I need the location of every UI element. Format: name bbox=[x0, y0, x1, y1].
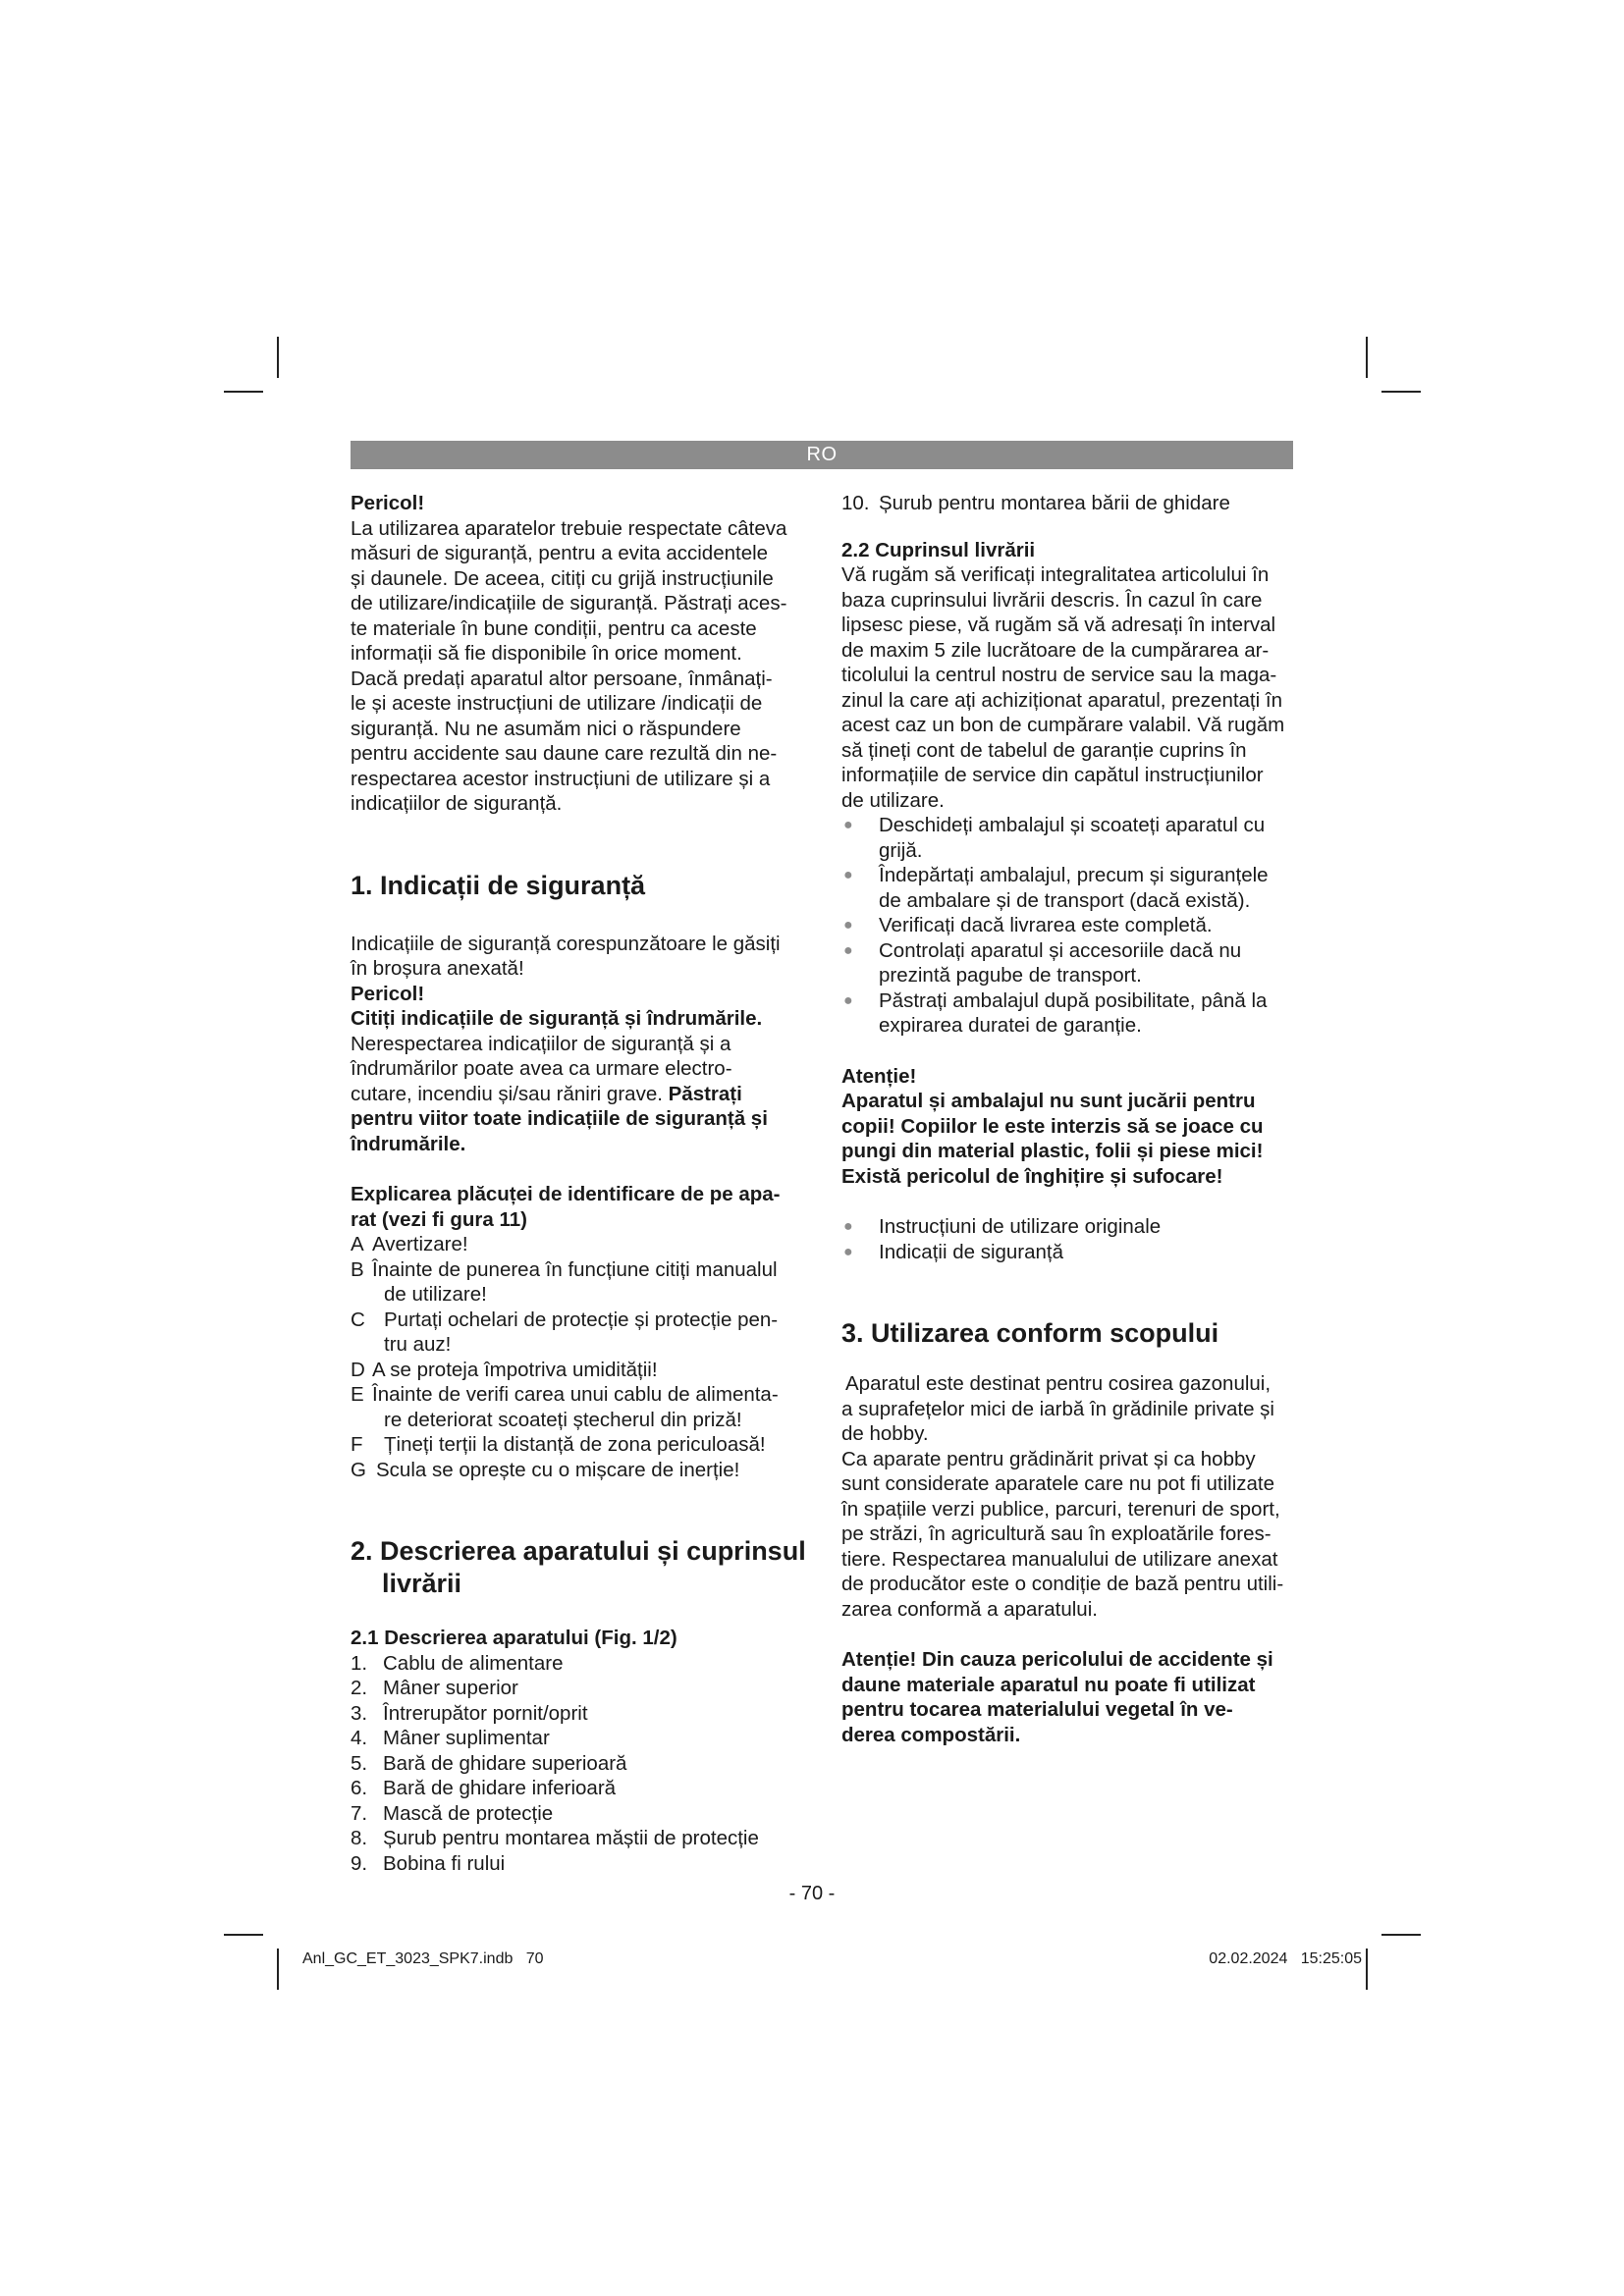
list-item: 6. Bară de ghidare inferioară bbox=[351, 1777, 617, 1799]
bullet-icon: ● bbox=[843, 917, 853, 934]
list-item: 3. Întrerupător pornit/oprit bbox=[351, 1701, 588, 1725]
bullet-icon: ● bbox=[843, 941, 853, 959]
section-3-title: 3. Utilizarea conform scopului bbox=[841, 1318, 1219, 1348]
list-item: ● Verificați dacă livrarea este completă. bbox=[843, 914, 1213, 936]
list-item: ● Controlați aparatul și accesoriile dacă nu prezintă pagube de transport. bbox=[843, 938, 1242, 987]
intro-paragraph: La utilizarea aparatelor trebuie respectate câteva măsuri de siguranță, pentru a evita accidentele și daunele. De aceea, citiți cu grijă instrucțiunile de utilizare/indicațiile de siguranță. Păstrați aces- te materiale în bune condiții, pentru ca aceste informații să fie disponibile în orice moment. Dacă predați aparatul altor persoane, înmânați- le și aceste instrucțiuni de utilizare /indicații de siguranță. Nu ne asumăm nici o răspundere pentru accidente sau daune care rezultă din ne- respectarea acestor instrucțiuni de utilizare și a indicațiilor de siguranță. bbox=[351, 516, 787, 815]
list-item: 1. Cablu de alimentare bbox=[351, 1651, 564, 1675]
list-item: ● Instrucțiuni de utilizare originale bbox=[843, 1215, 1162, 1238]
intended-use-paragraph: Aparatul este destinat pentru cosirea gazonului, a suprafețelor mici de iarbă în grădinile private și de hobby. Ca aparate pentru grădinărit privat și ca hobby sunt considerate aparatele care nu pot fi utilizate în spațiile verzi publice, parcuri, terenuri de sport, pe străzi, în agricultură sau în exploatările fores- tiere. Respectarea manualului de utilizare anexat de producător este o condiție de bază pentru utili- zarea conformă a aparatului. bbox=[841, 1372, 1284, 1621]
crop-mark bbox=[1381, 1934, 1421, 1936]
list-item: ● Deschideți ambalajul și scoateți aparatul cu grijă. bbox=[843, 814, 1266, 862]
list-item: 7. Mască de protecție bbox=[351, 1801, 554, 1825]
list-item: ● Păstrați ambalajul după posibilitate, până la expirarea duratei de garanție. bbox=[843, 988, 1268, 1037]
crop-mark bbox=[1381, 391, 1421, 393]
list-item: 4. Mâner suplimentar bbox=[351, 1727, 550, 1749]
rating-plate-title: Explicarea plăcuței de identificare de pe apa- rat (vezi fi gura 11) bbox=[351, 1183, 781, 1231]
list-item: G Scula se oprește cu o mișcare de inerție! bbox=[351, 1458, 740, 1481]
list-item: D A se proteja împotriva umidității! bbox=[351, 1358, 658, 1381]
list-item: F Țineți terții la distanță de zona periculoasă! bbox=[351, 1433, 766, 1456]
section-1-title: 1. Indicații de siguranță bbox=[351, 870, 646, 900]
language-header-bar: RO bbox=[351, 441, 1293, 469]
bullet-icon: ● bbox=[843, 1218, 853, 1235]
right-column bbox=[841, 491, 1293, 1747]
page-number: - 70 - bbox=[788, 1883, 836, 1904]
final-warning: Atenție! Din cauza pericolului de accidente și daune materiale aparatul nu poate fi utilizat pentru tocarea materialului vegetal în ve- derea compostării. bbox=[841, 1648, 1273, 1746]
read-instructions-note: Citiți indicațiile de siguranță și îndrumările. bbox=[351, 1007, 763, 1030]
crop-mark bbox=[224, 391, 263, 393]
caution-text: Aparatul și ambalajul nu sunt jucării pentru copii! Copiilor le este interzis să se joace cu pungi din material plastic, folii și piese mici! Există pericolul de înghițire și sufocare! bbox=[841, 1090, 1264, 1188]
list-item: 5. Bară de ghidare superioară bbox=[351, 1751, 627, 1775]
list-item: 2. Mâner superior bbox=[351, 1677, 518, 1699]
included-documents-list bbox=[841, 1214, 1293, 1264]
print-file-name: Anl_GC_ET_3023_SPK7.indb 70 bbox=[302, 1950, 544, 1967]
left-column bbox=[351, 491, 807, 1876]
parts-list bbox=[351, 1651, 807, 1877]
subsection-2-2-title: 2.2 Cuprinsul livrării bbox=[841, 538, 1036, 561]
bullet-icon: ● bbox=[843, 817, 853, 833]
list-item: A Avertizare! bbox=[351, 1233, 468, 1255]
list-item: C Purtați ochelari de protecție și protecție pen- tru auz! bbox=[351, 1308, 779, 1356]
section-1-intro: Indicațiile de siguranță corespunzătoare le găsiți în broșura anexată! bbox=[351, 932, 781, 980]
section-2-title: 2. Descrierea aparatului și cuprinsul livrării bbox=[351, 1536, 806, 1598]
list-item: 8. Șurub pentru montarea măștii de protecție bbox=[351, 1827, 759, 1849]
bullet-icon: ● bbox=[843, 1243, 853, 1260]
list-item: 10. Șurub pentru montarea bării de ghidare bbox=[841, 492, 1230, 514]
intro-heading: Pericol! bbox=[351, 492, 425, 514]
danger-label: Pericol! bbox=[351, 982, 425, 1005]
subsection-2-1-title: 2.1 Descrierea aparatului (Fig. 1/2) bbox=[351, 1627, 677, 1649]
delivery-paragraph: Vă rugăm să verificați integralitatea articolului în baza cuprinsului livrării descris. În cazul în care lipsesc piese, vă rugăm să vă adresați în interval de maxim 5 zile lucrătoare de la cumpărarea ar- ticolului la centrul nostru de service sau la maga- zinul la care ați achiziționat aparatul, prezentați în acest caz un bon de cumpărare valabil. Vă rugăm să țineți cont de tabelul de garanție cuprins în informațiile de service din capătul instrucțiunilor de utilizare. bbox=[841, 563, 1285, 812]
bullet-icon: ● bbox=[843, 991, 853, 1009]
rating-plate-list bbox=[351, 1232, 807, 1482]
caution-title: Atenție! bbox=[841, 1064, 917, 1088]
list-item: ● Îndepărtați ambalajul, precum și siguranțele de ambalare și de transport (dacă există). bbox=[843, 864, 1269, 912]
print-timestamp: 02.02.2024 15:25:05 bbox=[1209, 1950, 1362, 1967]
crop-mark bbox=[277, 1949, 279, 1990]
crop-mark bbox=[1366, 337, 1368, 378]
section-1-body: Nerespectarea indicațiilor de siguranță și a îndrumărilor poate avea ca urmare electro- cutare, incendiu și/sau răniri grave. Păstrați pentru viitor toate indicațiile de siguranță și îndrumările. bbox=[351, 1032, 768, 1155]
crop-mark bbox=[277, 337, 279, 378]
parts-list-continued bbox=[841, 491, 1293, 516]
list-item: B Înainte de punerea în funcțiune citiți manualul de utilizare! bbox=[351, 1257, 778, 1306]
list-item: 9. Bobina fi rului bbox=[351, 1851, 506, 1875]
delivery-steps-list bbox=[841, 813, 1293, 1039]
crop-mark bbox=[1366, 1949, 1368, 1990]
list-item: E Înainte de verifi carea unui cablu de alimenta- re deteriorat scoateți ștecherul din priză! bbox=[351, 1383, 779, 1431]
bullet-icon: ● bbox=[843, 867, 853, 883]
crop-mark bbox=[224, 1934, 263, 1936]
list-item: ● Indicații de siguranță bbox=[843, 1240, 1064, 1263]
